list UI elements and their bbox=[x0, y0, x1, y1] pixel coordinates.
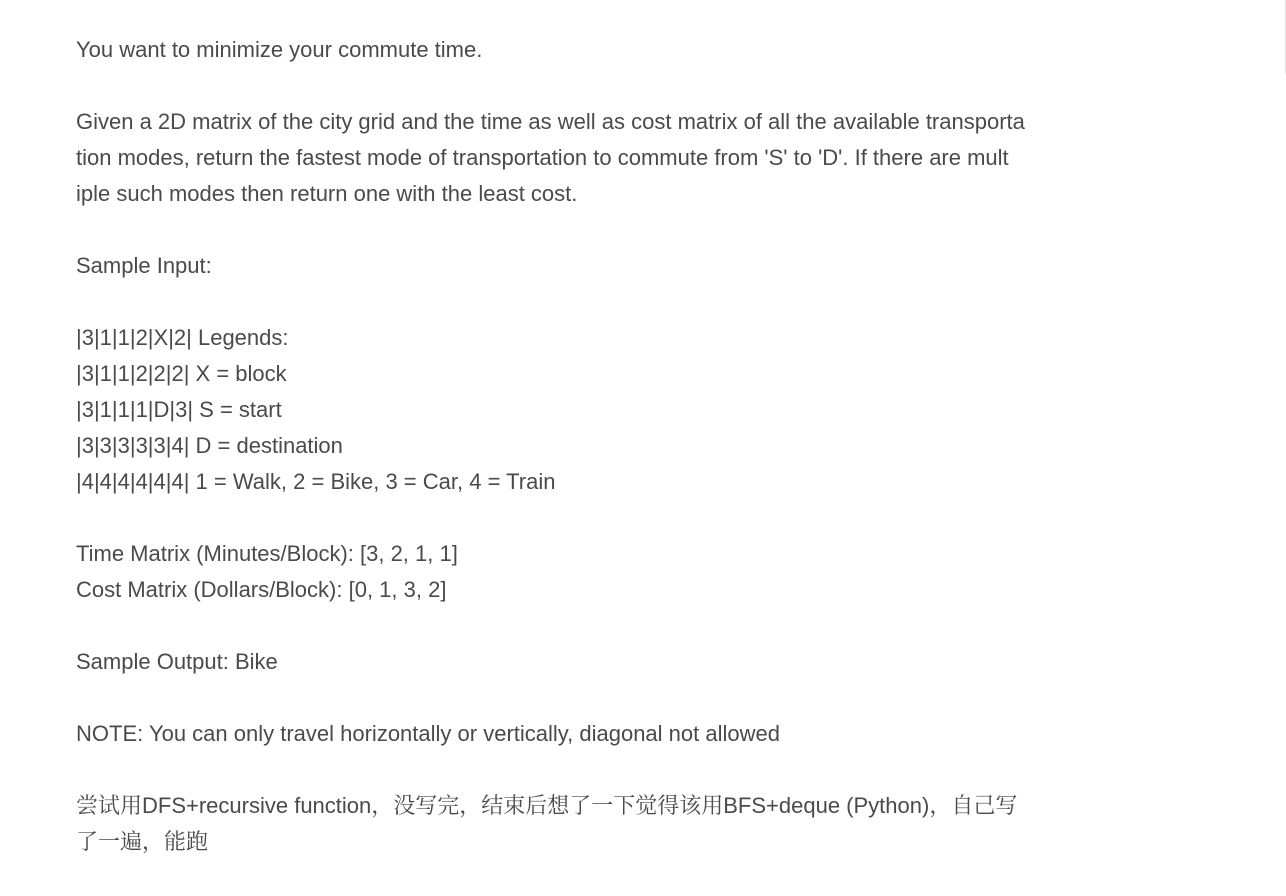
time-matrix-text: Time Matrix (Minutes/Block): [3, 2, 1, 1] bbox=[76, 541, 458, 566]
comment-line: 了一遍，能跑 bbox=[76, 829, 209, 854]
post-body bbox=[76, 32, 1136, 860]
description-line: Given a 2D matrix of the city grid and the time as well as cost matrix of all the available transporta bbox=[76, 109, 1025, 134]
sample-input-label: Sample Input: bbox=[76, 253, 212, 278]
spacer bbox=[76, 608, 1136, 644]
comment-line: 尝试用DFS+recursive function，没写完，结束后想了一下觉得该用BFS+deque (Python)，自己写 bbox=[76, 793, 1018, 818]
description-line: tion modes, return the fastest mode of transportation to commute from 'S' to 'D'. If there are mult bbox=[76, 145, 1009, 170]
grid-line: |3|1|1|2|X|2| Legends: bbox=[76, 325, 289, 350]
spacer bbox=[76, 212, 1136, 248]
note-text: NOTE: You can only travel horizontally or vertically, diagonal not allowed bbox=[76, 721, 780, 746]
sample-output-text: Sample Output: Bike bbox=[76, 649, 278, 674]
spacer bbox=[76, 752, 1136, 788]
description-line: iple such modes then return one with the least cost. bbox=[76, 181, 578, 206]
spacer bbox=[76, 68, 1136, 104]
spacer bbox=[76, 680, 1136, 716]
grid-line: |3|1|1|2|2|2| X = block bbox=[76, 361, 287, 386]
grid-line: |4|4|4|4|4|4| 1 = Walk, 2 = Bike, 3 = Car, 4 = Train bbox=[76, 469, 556, 494]
cost-matrix-text: Cost Matrix (Dollars/Block): [0, 1, 3, 2] bbox=[76, 577, 447, 602]
spacer bbox=[76, 500, 1136, 536]
grid-line: |3|1|1|1|D|3| S = start bbox=[76, 397, 282, 422]
grid-line: |3|3|3|3|3|4| D = destination bbox=[76, 433, 343, 458]
spacer bbox=[76, 284, 1136, 320]
intro-text: You want to minimize your commute time. bbox=[76, 37, 483, 62]
